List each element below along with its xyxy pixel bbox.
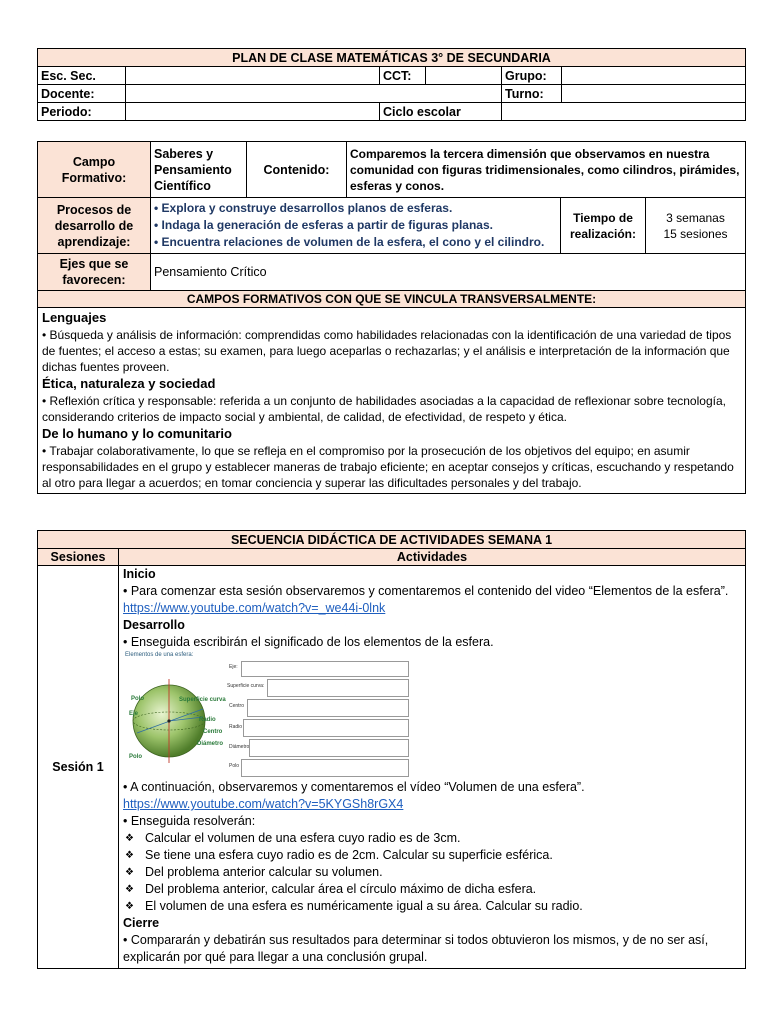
figure-caption: Elementos de una esfera: [125, 652, 194, 658]
docente-field[interactable] [126, 85, 502, 103]
periodo-label: Periodo: [38, 103, 126, 121]
docente-label: Docente: [38, 85, 126, 103]
inicio-heading: Inicio [123, 567, 156, 581]
transversal-content [38, 308, 746, 494]
secuencia-title: SECUENCIA DIDÁCTICA DE ACTIVIDADES SEMANA 1 [38, 531, 746, 549]
ejes-value: Pensamiento Crítico [151, 254, 746, 291]
tiempo-label: Tiempo de realización: [561, 198, 646, 254]
answer-field-superficie[interactable] [267, 679, 409, 697]
session-label: Sesión 1 [38, 566, 119, 969]
sphere-label: Radio [199, 717, 216, 723]
proceso-item: • Encuentra relaciones de volumen de la esfera, el cono y el cilindro. [154, 235, 545, 249]
inicio-text: • Para comenzar esta sesión observaremos y comentaremos el contenido del video “Elementos de la esfera”. [123, 584, 729, 598]
transversal-title: CAMPOS FORMATIVOS CON QUE SE VINCULA TRANSVERSALMENTE: [38, 291, 746, 308]
field-label: Radio [229, 724, 243, 730]
turno-field[interactable] [562, 85, 746, 103]
ciclo-label: Ciclo escolar [380, 103, 502, 121]
field-label: Centro [229, 703, 245, 709]
desarrollo-heading: Desarrollo [123, 618, 185, 632]
answer-field-diametro[interactable] [249, 739, 409, 757]
problem-item: ❖ Del problema anterior calcular su volumen. [123, 864, 741, 881]
session-activities [119, 566, 746, 969]
field-label: Eje: [229, 664, 238, 670]
tiempo-weeks: 3 semanas [666, 210, 725, 225]
field-label: Superficie curva: [227, 683, 265, 689]
cct-label: CCT: [380, 67, 426, 85]
col-actividades: Actividades [119, 549, 746, 566]
problem-list [123, 830, 741, 915]
section-text: • Búsqueda y análisis de información: comprendidas como habilidades relacionadas con la identificación de una variedad de tipos de fuentes; el acceso a estas; su examen, para luego aceparlas o rechazarlas; y el análisis e interpretación de la información que dichas fuentes proveen. [42, 328, 732, 374]
tiempo-sessions: 15 sesiones [663, 226, 728, 241]
resolveran-text: • Enseguida resolverán: [123, 814, 256, 828]
cierre-heading: Cierre [123, 916, 160, 930]
proceso-item: • Indaga la generación de esferas a partir de figuras planas. [154, 218, 493, 232]
ejes-label: Ejes que se favorecen: [38, 254, 151, 291]
sphere-label: Polo [131, 696, 144, 702]
field-label: Polo [229, 763, 240, 769]
grupo-field[interactable] [562, 67, 746, 85]
problem-item: ❖ Calcular el volumen de una esfera cuyo radio es de 3cm. [123, 830, 741, 847]
secuencia-table [37, 530, 746, 969]
sphere-figure [123, 651, 415, 779]
video-link-2[interactable]: https://www.youtube.com/watch?v=5KYGSh8rGX4 [123, 797, 404, 811]
cierre-text: • Compararán y debatirán sus resultados para determinar si todos obtuvieron los mismos, y de no ser así, explicarán por qué para llegar a una conclusión grupal. [123, 933, 709, 964]
section-heading: De lo humano y lo comunitario [42, 426, 232, 441]
contenido-label: Contenido: [247, 142, 347, 198]
sphere-label: Centro [203, 729, 223, 735]
tiempo-value [646, 198, 746, 254]
grupo-label: Grupo: [502, 67, 562, 85]
col-sesiones: Sesiones [38, 549, 119, 566]
section-text: • Reflexión crítica y responsable: referida a un conjunto de habilidades asociadas a la capacidad de reflexionar sobre tecnología, considerando criterios de impacto social y ambiental, de calidad, de efectividad, de respeto y ética. [42, 394, 726, 424]
video-link-1[interactable]: https://www.youtube.com/watch?v=_we44i-0lnk [123, 601, 386, 615]
esc-sec-field[interactable] [126, 67, 380, 85]
sphere-label: Diámetro [197, 741, 224, 747]
sphere-label: Polo [129, 754, 142, 760]
cct-field[interactable] [426, 67, 502, 85]
section-heading: Lenguajes [42, 310, 107, 325]
sphere-label: Eje [129, 711, 139, 717]
section-heading: Ética, naturaleza y sociedad [42, 376, 216, 391]
answer-field-centro[interactable] [247, 699, 409, 717]
answer-field-radio[interactable] [243, 719, 409, 737]
procesos-label: Procesos de desarrollo de aprendizaje: [38, 198, 151, 254]
contenido-value: Comparemos la tercera dimensión que observamos en nuestra comunidad con figuras tridimensionales, como cilindros, pirámides, esferas y conos. [347, 142, 746, 198]
plan-header-table [37, 48, 746, 121]
section-text: • Trabajar colaborativamente, lo que se refleja en el compromiso por la prosecución de los objetivos del equipo; en asumir responsabilidades en el grupo y establecer maneras de trabajo eficiente; en aceptar consejos y críticas, escuchando y respetando al otro para llegar a acuerdos; en tomar conciencia y superar las dificultades personales y del trabajo. [42, 444, 734, 490]
desarrollo-text: • Enseguida escribirán el significado de los elementos de la esfera. [123, 635, 494, 649]
procesos-list [151, 198, 561, 254]
esc-sec-label: Esc. Sec. [38, 67, 126, 85]
sphere-label: Superficie curva [179, 697, 226, 703]
problem-item: ❖ Del problema anterior, calcular área el círculo máximo de dicha esfera. [123, 881, 741, 898]
campo-table [37, 141, 746, 494]
problem-item: ❖ Se tiene una esfera cuyo radio es de 2cm. Calcular su superficie esférica. [123, 847, 741, 864]
answer-field-eje[interactable] [241, 661, 409, 677]
answer-field-polo[interactable] [241, 759, 409, 777]
periodo-field[interactable] [126, 103, 380, 121]
campo-value: Saberes y Pensamiento Científico [151, 142, 247, 198]
campo-label: Campo Formativo: [38, 142, 151, 198]
continuacion-text: • A continuación, observaremos y comentaremos el vídeo “Volumen de una esfera”. [123, 780, 585, 794]
field-label: Diámetro [229, 744, 250, 750]
proceso-item: • Explora y construye desarrollos planos de esferas. [154, 201, 453, 215]
turno-label: Turno: [502, 85, 562, 103]
problem-item: ❖ El volumen de una esfera es numéricamente igual a su área. Calcular su radio. [123, 898, 741, 915]
plan-title: PLAN DE CLASE MATEMÁTICAS 3° DE SECUNDARIA [38, 49, 746, 67]
ciclo-field[interactable] [502, 103, 746, 121]
